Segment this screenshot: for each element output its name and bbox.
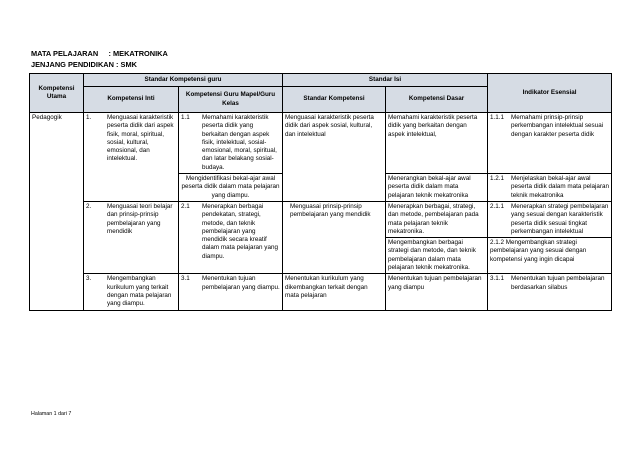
item-text: Menjelaskan bekal-ajar awal peserta didik dalam mata pelajaran teknik mekatronika	[511, 175, 610, 199]
cell-standar-kompetensi: Menentukan kurikulum yang dikembangkan terkait dengan mata pelajaran	[283, 274, 386, 310]
header-standar-kompetensi: Standar Kompetensi	[283, 87, 386, 113]
item-text: Memahami prinsip-prinsip perkembangan intelektual sesuai dengan karakter peserta didik	[511, 114, 604, 138]
cell-indikator-esensial	[488, 274, 612, 310]
cell-kompetensi-dasar: Menentukan tujuan pembelajaran yang diampu	[386, 274, 488, 310]
item-number: 3.1.1	[490, 275, 505, 283]
page-footer: Halaman 1 dari 7	[31, 411, 72, 417]
competency-table	[29, 73, 612, 311]
item-text: Menguasai prinsip-prinsip pembelajaran yang mendidik	[290, 202, 371, 219]
table-row	[30, 274, 612, 310]
item-number: 2.	[86, 202, 92, 210]
cell-kompetensi-inti	[84, 113, 179, 202]
cell-standar-kompetensi: Menguasai karakteristik peserta didik dari aspek sosial, kultural, dan intelektual	[283, 113, 386, 202]
cell-kompetensi-dasar: Menerapkan berbagai, strategi, dan metode, pembelajaran pada mata pelajaran teknik mekatronika.	[386, 201, 488, 237]
header-row-top	[30, 74, 612, 87]
item-number: 3.	[86, 275, 92, 283]
item-number: 1.2.1	[490, 175, 505, 183]
table-row	[30, 201, 612, 237]
cell-indikator-esensial	[488, 113, 612, 174]
cell-kompetensi-guru	[179, 274, 283, 310]
item-text: Menentukan tujuan pembelajaran berdasarkan silabus	[511, 275, 605, 291]
item-number: 1.	[86, 114, 92, 121]
header-standar-isi: Standar Isi	[283, 74, 488, 87]
item-number: 1.1	[181, 114, 190, 121]
cell-kompetensi-utama: Pedagogik	[30, 113, 84, 311]
item-number: 1.1.1	[490, 114, 505, 121]
cell-indikator-esensial	[488, 201, 612, 237]
cell-kompetensi-guru: Mengidentifikasi bekal-ajar awal peserta didik dalam mata pelajaran yang diampu.	[179, 174, 283, 202]
table-row	[30, 113, 612, 174]
cell-kompetensi-inti	[84, 274, 179, 310]
item-text: Menerapkan berbagai pendekatan, strategi, metode, dan teknik pembelajaran yang mendidik secara kreatif dalam mata pelajaran yang diampu.	[202, 202, 278, 260]
cell-indikator-esensial	[488, 174, 612, 202]
item-text: Mengembangkan kurikulum yang terkait dengan mata pelajaran yang diampu.	[107, 275, 172, 308]
item-text: Menerapkan strategi pembelajaran yang sesuai dengan karakteristik peserta didik sesuai tingkat perkembangan intelektual	[511, 202, 609, 235]
item-number: 2.1	[181, 202, 190, 210]
cell-kompetensi-inti	[84, 201, 179, 273]
education-level-line: JENJANG PENDIDIKAN : SMK	[31, 60, 137, 69]
cell-indikator-esensial: 2.1.2 Mengembangkan strategi pembelajaran yang sesuai dengan kompetensi yang ingin dicapai	[488, 238, 612, 274]
header-kompetensi-utama: Kompetensi Utama	[30, 74, 84, 113]
subject-line: MATA PELAJARAN : MEKATRONIKA	[31, 49, 168, 58]
header-kompetensi-guru-mapel: Kompetensi Guru Mapel/Guru Kelas	[179, 87, 283, 113]
header-standar-kompetensi-guru: Standar Kompetensi guru	[84, 74, 283, 87]
header-kompetensi-dasar: Kompetensi Dasar	[386, 87, 488, 113]
cell-kompetensi-dasar: Mengembangkan berbagai strategi dan metode, dan teknik pembelajaran dalam mata pelajaran teknik mekatronika.	[386, 238, 488, 274]
cell-kompetensi-dasar: Menerangkan bekal-ajar awal peserta didik dalam mata pelajaran teknik mekatronika	[386, 174, 488, 202]
item-text: Menentukan tujuan pembelajaran yang diampu.	[202, 275, 280, 291]
header-kompetensi-inti: Kompetensi Inti	[84, 87, 179, 113]
cell-kompetensi-guru	[179, 113, 283, 174]
header-indikator-esensial: Indikator Esensial	[488, 74, 612, 113]
cell-kompetensi-dasar: Memahami karakteristik peserta didik yang berkaitan dengan aspek intelektual,	[386, 113, 488, 174]
cell-standar-kompetensi	[283, 201, 386, 273]
item-number: 3.1	[181, 275, 190, 283]
item-text: Memahami karakteristik peserta didik yang berkaitan dengan aspek fisik, intelektual, sosial-emosional, moral, spiritual, dan latar belakang sosial-budaya.	[202, 114, 277, 171]
item-text: Menguasai teori belajar dan prinsip-prinsip pembelajaran yang mendidik	[107, 202, 173, 235]
item-number: 2.1.1	[490, 202, 505, 210]
item-text: Menguasai karakteristik peserta didik dari aspek fisik, moral, spiritual, sosial, kultural, emosional, dan intelektual.	[107, 114, 174, 163]
cell-kompetensi-guru	[179, 201, 283, 273]
